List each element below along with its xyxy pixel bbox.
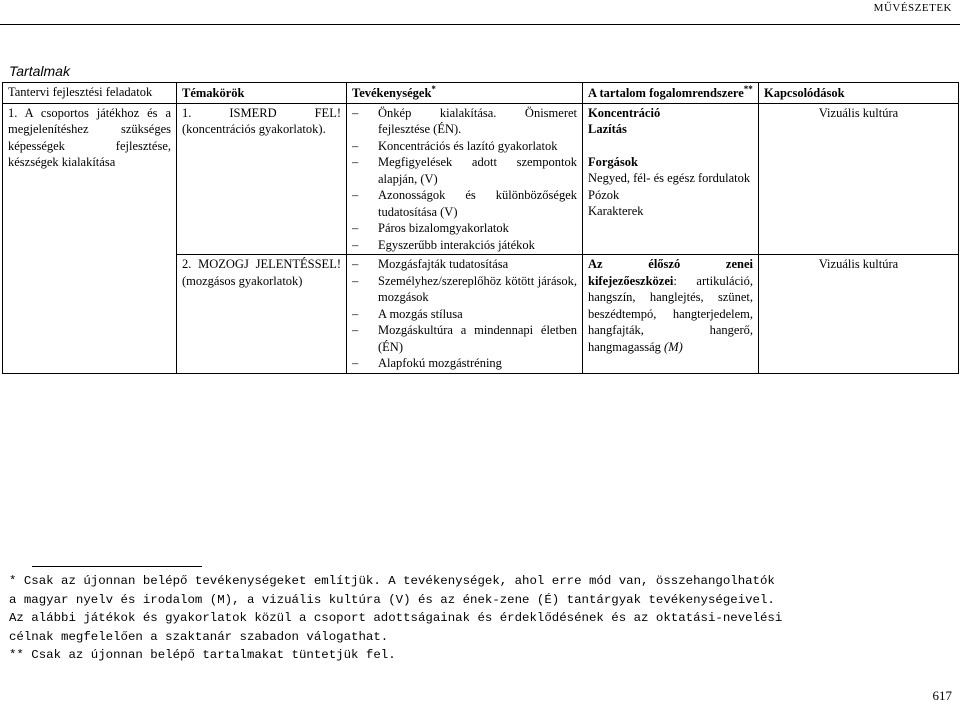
concept-text: Negyed, fél- és egész fordulatok [588, 171, 751, 186]
topic-cell: 2. MOZOGJ JELENTÉSSEL! (mozgásos gyakorlatok) [177, 255, 347, 374]
header-activities-label: Tevékenységek [352, 86, 432, 101]
spacer [588, 138, 753, 154]
dash-icon: – [352, 237, 359, 252]
dash-icon: – [352, 356, 359, 371]
header-goals: Tantervi fejlesztési feladatok [3, 83, 177, 104]
concept-term: Koncentráció [588, 105, 661, 120]
concept-text: Pózok [588, 187, 620, 202]
list-item [352, 105, 577, 138]
footnotes [9, 572, 954, 665]
header-concepts-mark: ** [743, 84, 753, 94]
footnote-line: a magyar nyelv és irodalom (M), a vizuális kultúra (V) és az ének-zene (É) tantárgyak tevékenységeivel. [9, 592, 775, 607]
footnote-rule [32, 566, 202, 567]
dash-icon: – [352, 105, 359, 120]
activity-text: Személyhez/szereplőhöz kötött járások, mozgások [378, 273, 577, 305]
footnote-line: * Csak az újonnan belépő tevékenységeket említjük. A tevékenységek, ahol erre mód van, összehangolhatók [9, 574, 775, 588]
header-concepts [583, 83, 759, 104]
concept-text: Karakterek [588, 204, 644, 219]
table-row [3, 103, 959, 255]
list-item [352, 306, 577, 323]
concept-term: Lazítás [588, 122, 627, 137]
dash-icon: – [352, 138, 359, 153]
running-head: MŰVÉSZETEK [873, 2, 952, 14]
list-item [352, 237, 577, 254]
footnote-line: ** Csak az újonnan belépő tartalmakat tüntetjük fel. [9, 648, 396, 662]
activity-text: Mozgáskultúra a mindennapi életben (ÉN) [378, 323, 577, 354]
concept-term: Forgások [588, 154, 638, 169]
links-cell: Vizuális kultúra [759, 255, 959, 374]
list-item [352, 256, 577, 273]
list-item [352, 187, 577, 220]
dash-icon: – [352, 221, 359, 236]
table-header-row [3, 83, 959, 104]
footnote-line: Az alábbi játékok és gyakorlatok közül a csoport adottságainak és érdeklődésének és az oktatási-nevelési [9, 611, 783, 625]
header-activities [347, 83, 583, 104]
dash-icon: – [352, 257, 359, 272]
list-item [352, 154, 577, 187]
concept-subject-mark: (M) [664, 339, 683, 354]
concept-term: Az élőszó zenei kifejezőeszközei [588, 257, 753, 288]
header-topics: Témakörök [177, 83, 347, 104]
list-item [352, 138, 577, 155]
activity-text: A mozgás stílusa [378, 306, 463, 321]
activity-text: Koncentrációs és lazító gyakorlatok [378, 138, 558, 153]
dash-icon: – [352, 323, 359, 338]
header-concepts-label: A tartalom fogalomrendszere [588, 86, 744, 101]
goal-cell: 1. A csoportos játékhoz és a megjelenítéshez szükséges képességek fejlesztése, készségek kialakítása [3, 103, 177, 373]
concept-text: artikuláció, hangszín, hanglejtés, szünet, beszédtempó, hangterjedelem, hangfajták, hangerő, hangmagasság [588, 273, 753, 354]
list-item [352, 355, 577, 372]
concepts-cell [583, 103, 759, 255]
links-cell: Vizuális kultúra [759, 103, 959, 255]
activities-cell [347, 255, 583, 374]
page-number: 617 [932, 688, 952, 703]
content-table [2, 82, 959, 374]
activity-text: Páros bizalomgyakorlatok [378, 221, 509, 236]
activity-text: Azonosságok és különbözőségek tudatosítása (V) [378, 188, 577, 219]
header-rule [0, 24, 960, 25]
activity-text: Alapfokú mozgástréning [378, 356, 502, 371]
activities-cell [347, 103, 583, 255]
header-activities-mark: * [431, 84, 436, 94]
header-links: Kapcsolódások [759, 83, 959, 104]
activity-text: Egyszerűbb interakciós játékok [378, 237, 535, 252]
dash-icon: – [352, 188, 359, 203]
footnote-line: célnak megfelelően a szaktanár szabadon válogathat. [9, 629, 389, 644]
activity-text: Önkép kialakítása. Önismeret fejlesztése (ÉN). [378, 105, 577, 137]
list-item [352, 220, 577, 237]
dash-icon: – [352, 306, 359, 321]
list-item [352, 273, 577, 306]
activity-text: Mozgásfajták tudatosítása [378, 257, 509, 272]
topic-cell: 1. ISMERD FEL! (koncentrációs gyakorlatok). [177, 103, 347, 255]
dash-icon: – [352, 273, 359, 288]
list-item [352, 322, 577, 355]
activity-text: Megfigyelések adott szempontok alapján, (V) [378, 155, 577, 186]
concepts-cell [583, 255, 759, 374]
section-title: Tartalmak [9, 63, 70, 79]
dash-icon: – [352, 155, 359, 170]
concept-colon: : [673, 273, 677, 288]
